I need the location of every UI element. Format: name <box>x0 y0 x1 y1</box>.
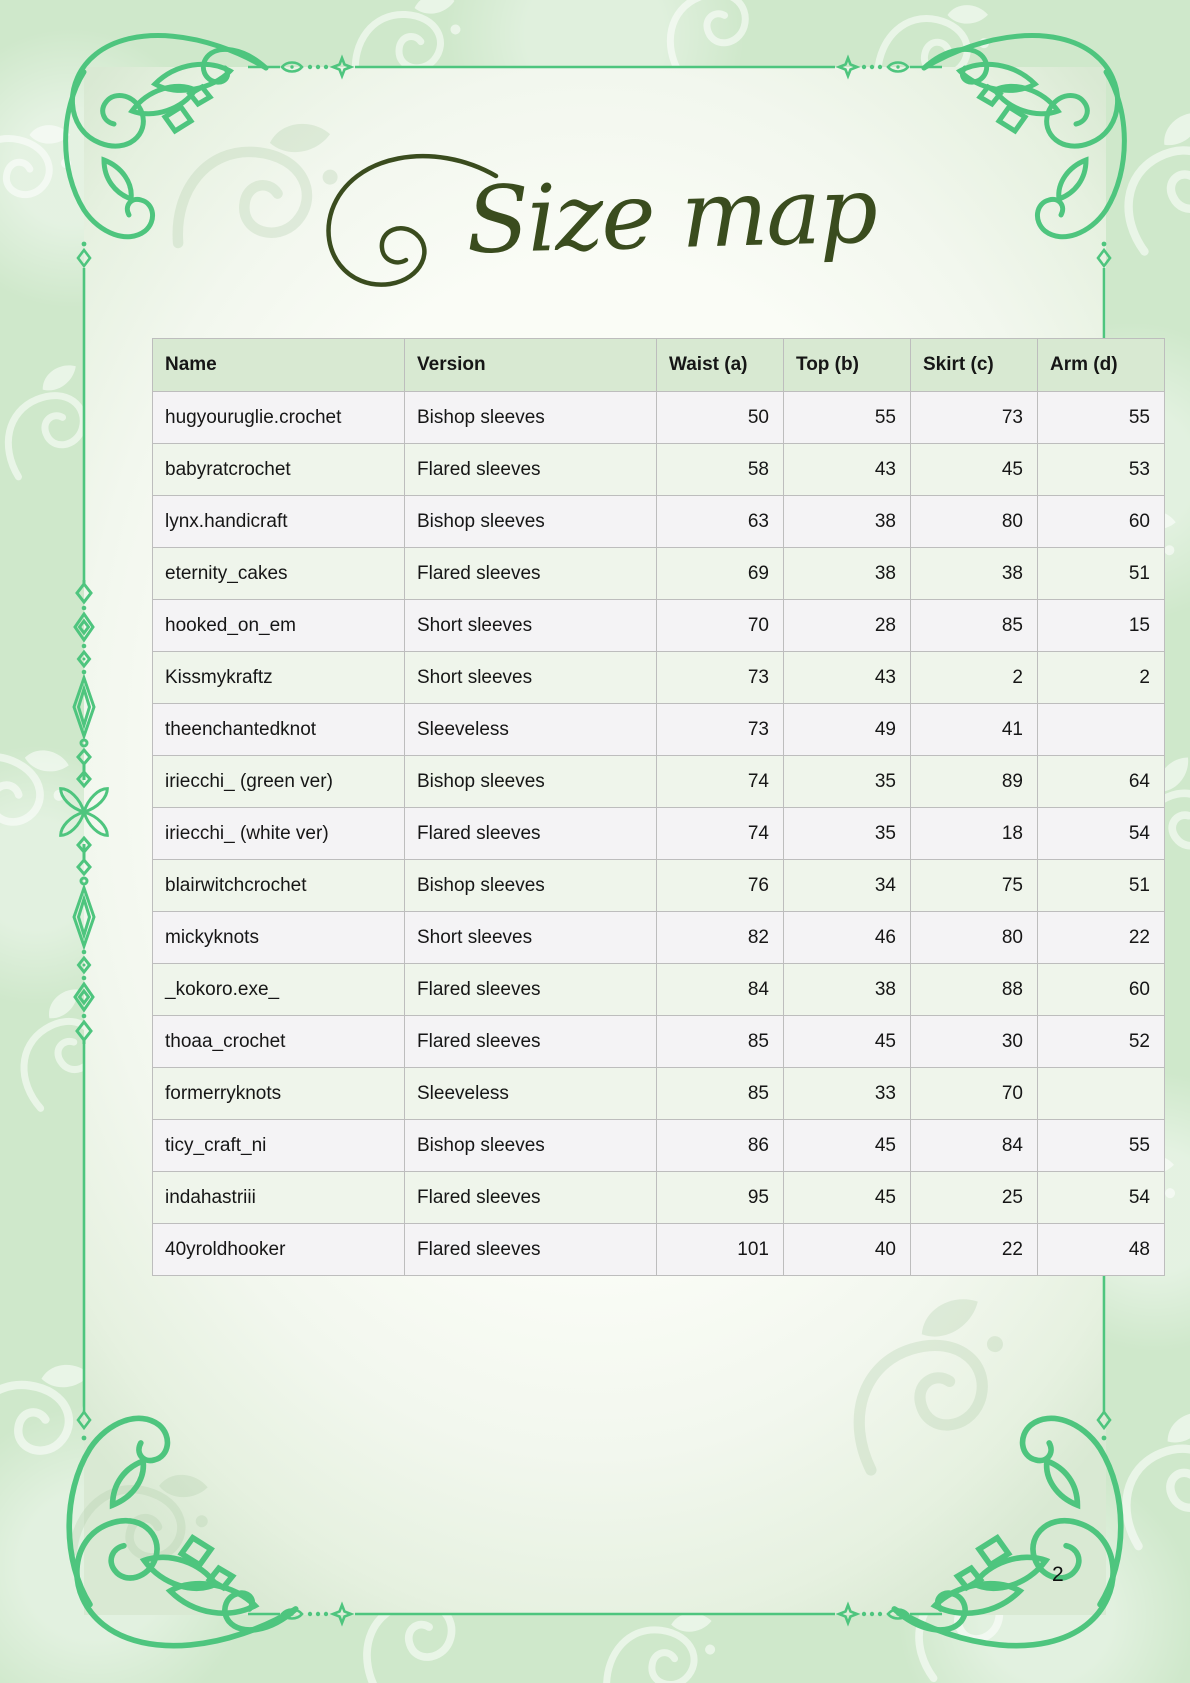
cell-skirt: 41 <box>911 704 1038 756</box>
cell-skirt: 45 <box>911 444 1038 496</box>
cell-skirt: 25 <box>911 1172 1038 1224</box>
cell-name: indahastriii <box>153 1172 405 1224</box>
table-header <box>153 339 1165 392</box>
cell-version: Bishop sleeves <box>405 392 657 444</box>
cell-skirt: 22 <box>911 1224 1038 1276</box>
table-row <box>153 964 1165 1016</box>
cell-waist: 86 <box>657 1120 784 1172</box>
cell-version: Bishop sleeves <box>405 496 657 548</box>
cell-arm: 64 <box>1038 756 1165 808</box>
cell-arm <box>1038 704 1165 756</box>
cell-arm: 52 <box>1038 1016 1165 1068</box>
border-ornament-chain-left <box>57 580 111 1044</box>
cell-arm: 60 <box>1038 496 1165 548</box>
cell-waist: 73 <box>657 652 784 704</box>
cell-skirt: 85 <box>911 600 1038 652</box>
table-row <box>153 912 1165 964</box>
border-ornament-top-left <box>282 58 351 76</box>
cell-waist: 74 <box>657 756 784 808</box>
column-header-arm: Arm (d) <box>1038 339 1165 392</box>
cell-skirt: 88 <box>911 964 1038 1016</box>
cell-version: Flared sleeves <box>405 444 657 496</box>
cell-version: Flared sleeves <box>405 1224 657 1276</box>
cell-top: 38 <box>784 964 911 1016</box>
cell-top: 55 <box>784 392 911 444</box>
table-row <box>153 1016 1165 1068</box>
cell-version: Flared sleeves <box>405 808 657 860</box>
page-title <box>0 122 1190 298</box>
cell-top: 45 <box>784 1172 911 1224</box>
cell-top: 38 <box>784 496 911 548</box>
cell-top: 43 <box>784 652 911 704</box>
column-header-name: Name <box>153 339 405 392</box>
cell-name: eternity_cakes <box>153 548 405 600</box>
cell-arm: 54 <box>1038 808 1165 860</box>
cell-top: 49 <box>784 704 911 756</box>
cell-skirt: 84 <box>911 1120 1038 1172</box>
cell-version: Bishop sleeves <box>405 756 657 808</box>
cell-name: hugyouruglie.crochet <box>153 392 405 444</box>
table-row <box>153 1224 1165 1276</box>
cell-waist: 85 <box>657 1016 784 1068</box>
table-row <box>153 496 1165 548</box>
cell-name: iriecchi_ (white ver) <box>153 808 405 860</box>
table-row <box>153 1068 1165 1120</box>
cell-name: hooked_on_em <box>153 600 405 652</box>
cell-name: blairwitchcrochet <box>153 860 405 912</box>
cell-version: Sleeveless <box>405 704 657 756</box>
cell-top: 28 <box>784 600 911 652</box>
cell-name: babyratcrochet <box>153 444 405 496</box>
cell-name: Kissmykraftz <box>153 652 405 704</box>
cell-waist: 50 <box>657 392 784 444</box>
cell-waist: 73 <box>657 704 784 756</box>
cell-top: 45 <box>784 1120 911 1172</box>
column-header-version: Version <box>405 339 657 392</box>
cell-top: 34 <box>784 860 911 912</box>
cell-arm: 55 <box>1038 392 1165 444</box>
cell-waist: 58 <box>657 444 784 496</box>
cell-top: 43 <box>784 444 911 496</box>
cell-arm: 2 <box>1038 652 1165 704</box>
table-row <box>153 652 1165 704</box>
cell-arm: 54 <box>1038 1172 1165 1224</box>
cell-version: Flared sleeves <box>405 1016 657 1068</box>
table-row <box>153 1172 1165 1224</box>
cell-skirt: 75 <box>911 860 1038 912</box>
cell-waist: 76 <box>657 860 784 912</box>
cell-skirt: 80 <box>911 912 1038 964</box>
cell-name: 40yroldhooker <box>153 1224 405 1276</box>
cell-version: Sleeveless <box>405 1068 657 1120</box>
cell-skirt: 38 <box>911 548 1038 600</box>
table-row <box>153 600 1165 652</box>
cell-waist: 63 <box>657 496 784 548</box>
cell-arm: 51 <box>1038 548 1165 600</box>
cell-skirt: 18 <box>911 808 1038 860</box>
cell-name: mickyknots <box>153 912 405 964</box>
cell-top: 33 <box>784 1068 911 1120</box>
size-table <box>152 338 1165 1276</box>
cell-skirt: 80 <box>911 496 1038 548</box>
header-row <box>153 339 1165 392</box>
cell-skirt: 73 <box>911 392 1038 444</box>
cell-top: 38 <box>784 548 911 600</box>
page-number: 2 <box>1052 1563 1064 1586</box>
table-row <box>153 444 1165 496</box>
cell-skirt: 30 <box>911 1016 1038 1068</box>
cell-version: Flared sleeves <box>405 1172 657 1224</box>
table-row <box>153 808 1165 860</box>
cell-waist: 74 <box>657 808 784 860</box>
cell-version: Flared sleeves <box>405 964 657 1016</box>
cell-waist: 85 <box>657 1068 784 1120</box>
cell-arm: 22 <box>1038 912 1165 964</box>
cell-skirt: 89 <box>911 756 1038 808</box>
cell-waist: 69 <box>657 548 784 600</box>
table-row <box>153 860 1165 912</box>
cell-name: formerryknots <box>153 1068 405 1120</box>
cell-top: 35 <box>784 756 911 808</box>
table-body <box>153 392 1165 1276</box>
cell-name: lynx.handicraft <box>153 496 405 548</box>
cell-version: Bishop sleeves <box>405 1120 657 1172</box>
cell-top: 35 <box>784 808 911 860</box>
cell-arm: 53 <box>1038 444 1165 496</box>
table-row <box>153 548 1165 600</box>
table-row <box>153 392 1165 444</box>
cell-name: ticy_craft_ni <box>153 1120 405 1172</box>
cell-arm: 48 <box>1038 1224 1165 1276</box>
cell-top: 45 <box>784 1016 911 1068</box>
cell-name: theenchantedknot <box>153 704 405 756</box>
cell-version: Bishop sleeves <box>405 860 657 912</box>
cell-version: Short sleeves <box>405 652 657 704</box>
cell-name: _kokoro.exe_ <box>153 964 405 1016</box>
cell-waist: 95 <box>657 1172 784 1224</box>
page-title-text: Size map <box>465 156 878 275</box>
table-row <box>153 1120 1165 1172</box>
cell-version: Flared sleeves <box>405 548 657 600</box>
column-header-waist: Waist (a) <box>657 339 784 392</box>
cell-arm: 55 <box>1038 1120 1165 1172</box>
cell-version: Short sleeves <box>405 912 657 964</box>
table-row <box>153 756 1165 808</box>
cell-top: 40 <box>784 1224 911 1276</box>
cell-arm <box>1038 1068 1165 1120</box>
column-header-skirt: Skirt (c) <box>911 339 1038 392</box>
border-ornament-top-right <box>839 58 908 76</box>
cell-arm: 15 <box>1038 600 1165 652</box>
cell-waist: 82 <box>657 912 784 964</box>
table-row <box>153 704 1165 756</box>
column-header-top: Top (b) <box>784 339 911 392</box>
cell-waist: 84 <box>657 964 784 1016</box>
corner-flourish-bottom-right <box>894 1418 1120 1645</box>
cell-version: Short sleeves <box>405 600 657 652</box>
cell-name: iriecchi_ (green ver) <box>153 756 405 808</box>
cell-skirt: 2 <box>911 652 1038 704</box>
cell-name: thoaa_crochet <box>153 1016 405 1068</box>
cell-waist: 101 <box>657 1224 784 1276</box>
cell-arm: 60 <box>1038 964 1165 1016</box>
cell-top: 46 <box>784 912 911 964</box>
cell-skirt: 70 <box>911 1068 1038 1120</box>
cell-waist: 70 <box>657 600 784 652</box>
cell-arm: 51 <box>1038 860 1165 912</box>
